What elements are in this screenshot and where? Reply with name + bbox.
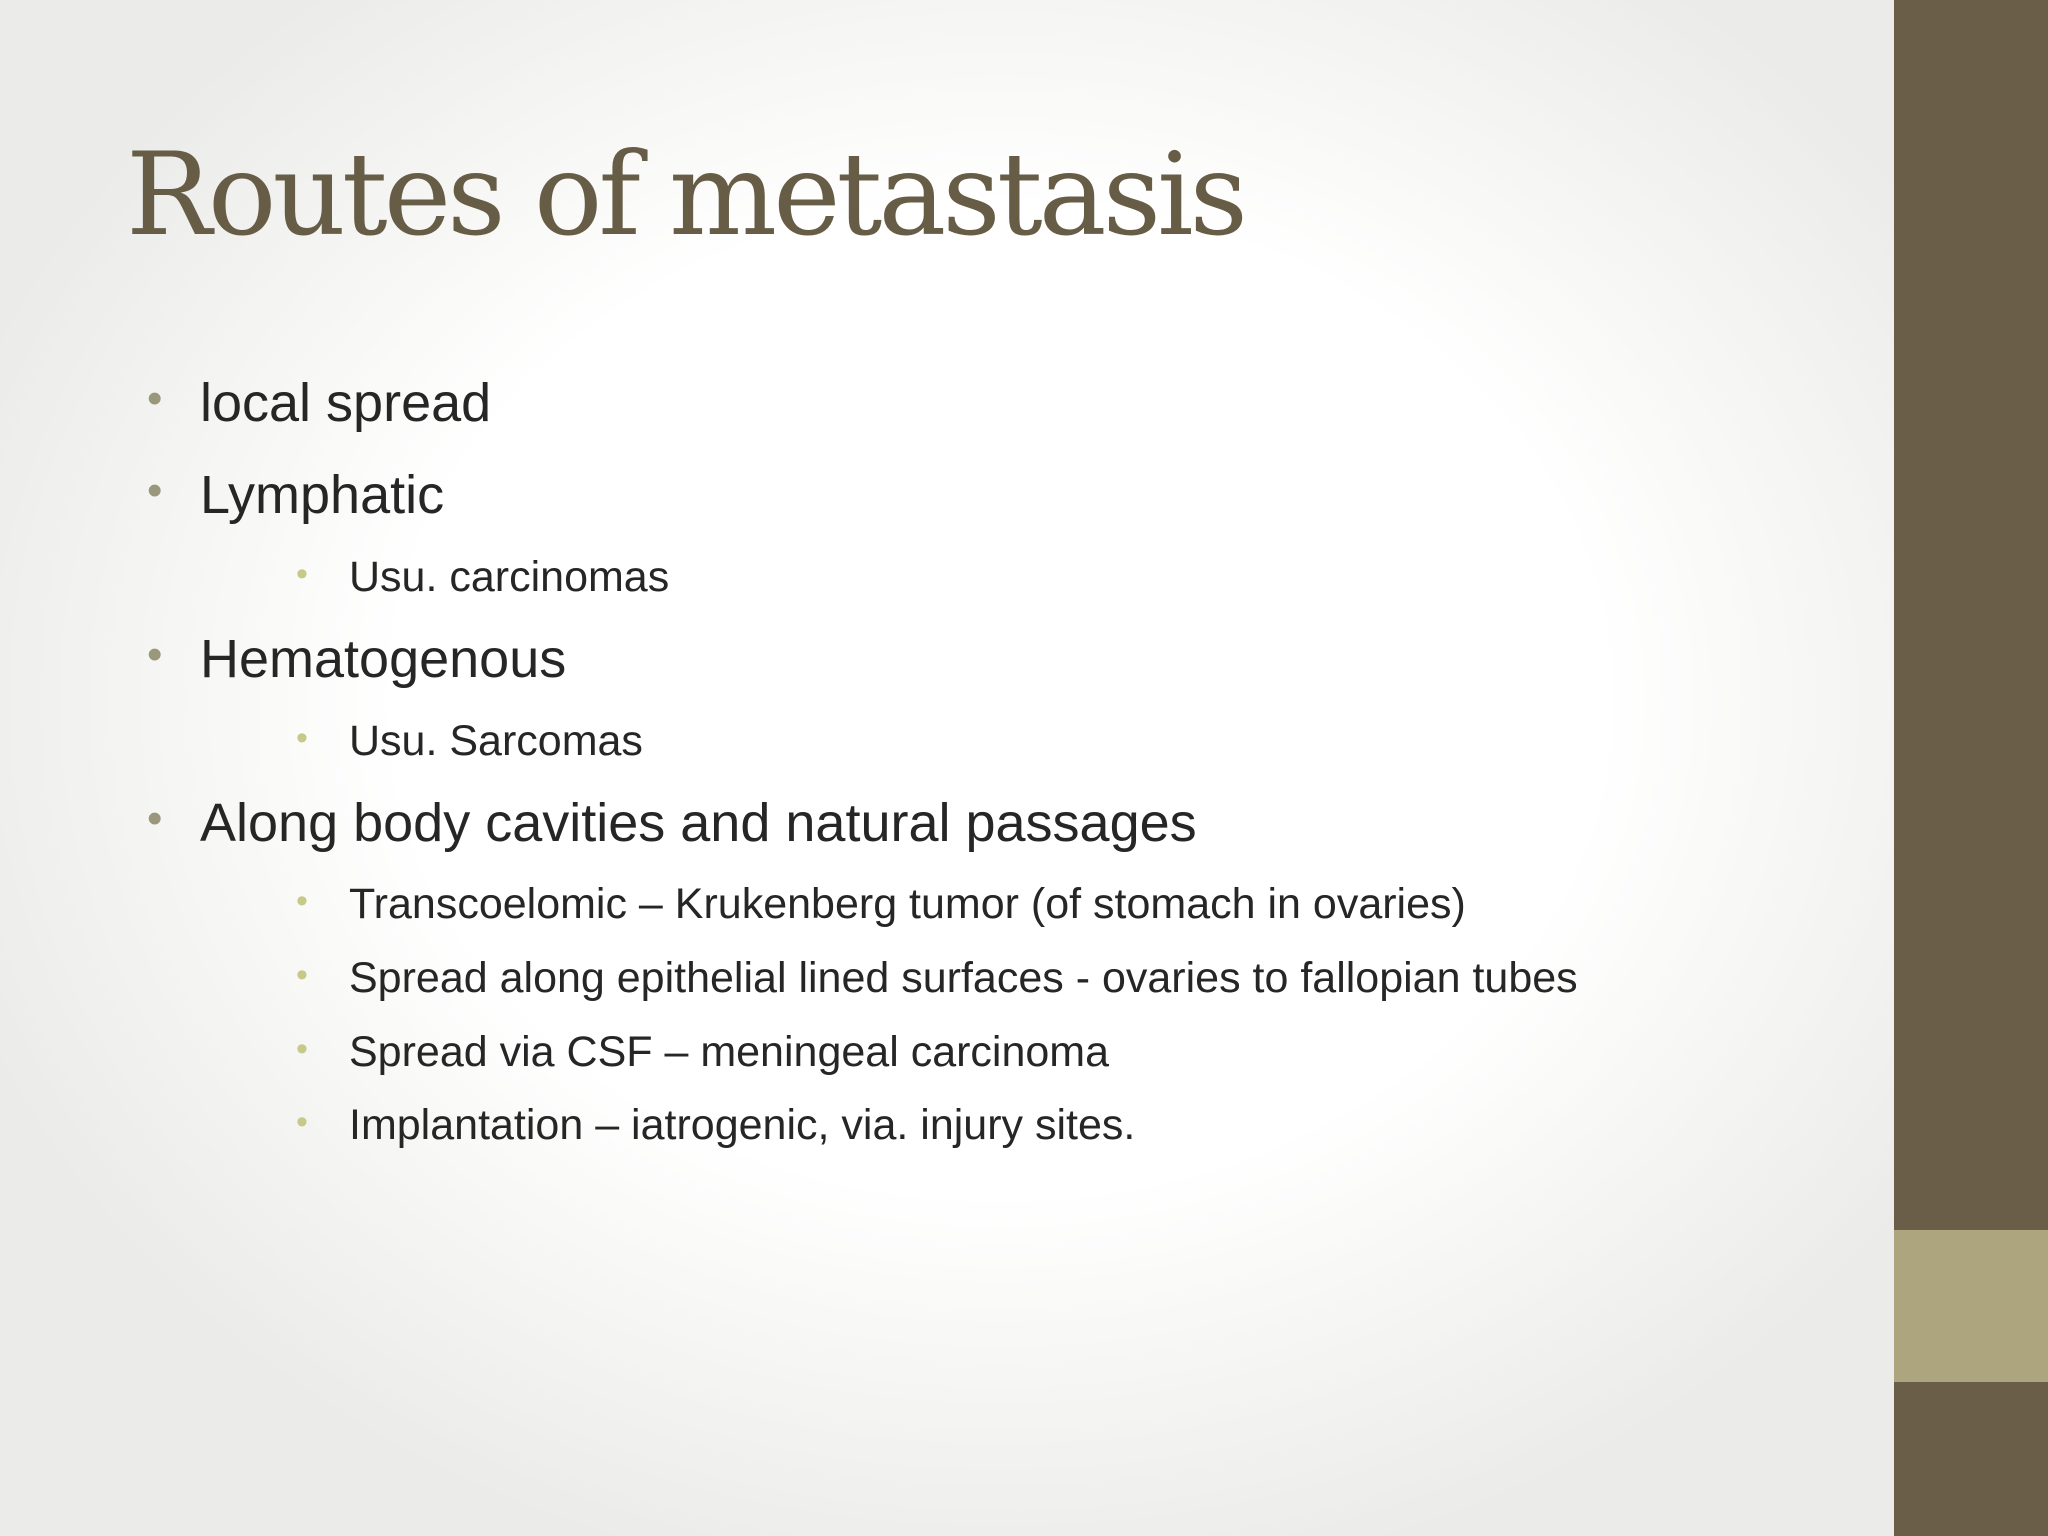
sub-bullet-dot-icon: • [296,719,308,757]
bullet-dot-icon: • [147,630,163,679]
sub-bullet-item [296,717,643,766]
sub-bullet-text: Implantation – iatrogenic, via. injury sites. [349,1101,1136,1149]
slide-title: Routes of metastasis [126,128,1245,261]
sub-bullet-item [296,1028,1109,1077]
bullet-item [147,628,566,690]
sub-bullet-item [296,1101,1135,1150]
decorative-sidebar-accent [1894,1230,2048,1382]
sub-bullet-dot-icon: • [296,882,308,920]
bullet-item [147,792,1197,854]
sub-bullet-item [296,954,1578,1003]
bullet-item [147,372,491,434]
bullet-dot-icon: • [147,466,163,515]
sub-bullet-item [296,880,1466,929]
bullet-text: Lymphatic [200,465,445,525]
bullet-text: local spread [200,373,492,433]
sub-bullet-text: Usu. carcinomas [349,553,670,601]
sub-bullet-text: Usu. Sarcomas [349,717,643,765]
sub-bullet-text: Spread via CSF – meningeal carcinoma [349,1028,1110,1076]
bullet-text: Along body cavities and natural passages [200,793,1197,853]
sub-bullet-dot-icon: • [296,1103,308,1141]
sub-bullet-dot-icon: • [296,555,308,593]
sub-bullet-dot-icon: • [296,1030,308,1068]
bullet-dot-icon: • [147,794,163,843]
bullet-item [147,464,444,526]
bullet-dot-icon: • [147,374,163,423]
bullet-text: Hematogenous [200,629,567,689]
sub-bullet-text: Transcoelomic – Krukenberg tumor (of stomach in ovaries) [349,880,1466,928]
sub-bullet-dot-icon: • [296,956,308,994]
sub-bullet-item [296,553,669,602]
sub-bullet-text: Spread along epithelial lined surfaces - ovaries to fallopian tubes [349,954,1578,1002]
